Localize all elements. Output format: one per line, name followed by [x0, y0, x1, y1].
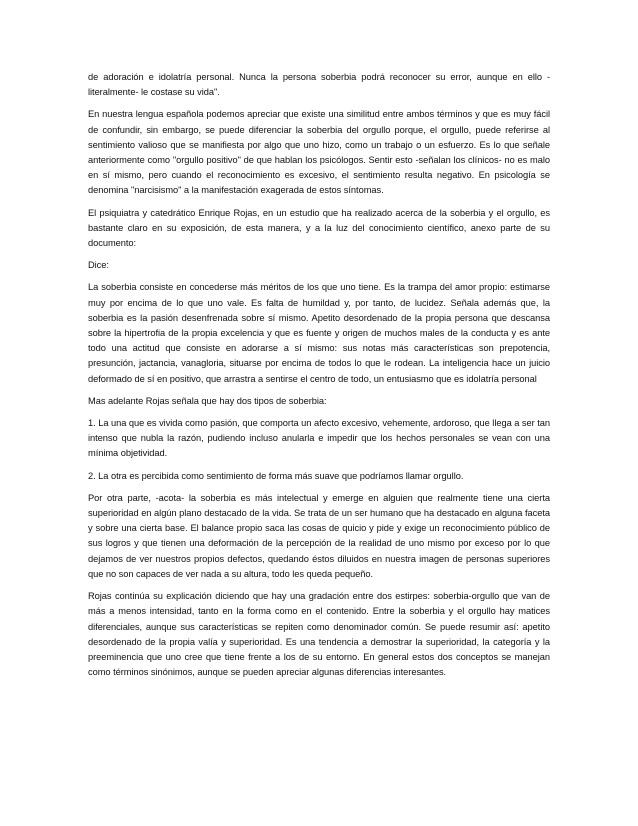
paragraph-3: El psiquiatra y catedrático Enrique Rojas, en un estudio que ha realizado acerca de la soberbia y el orgullo, es bastante claro en su exposición, de esta manera, y a la luz del conocimiento científico, anexo parte de su documento:: [88, 207, 550, 249]
paragraph-9: Por otra parte, -acota- la soberbia es más intelectual y emerge en alguien que realmente tiene una cierta superioridad en algún plano destacado de la vida. Se trata de un ser humano que ha destacado en alguna faceta y sobre una cierta base. El balance propio saca las cosas de quicio y pide y exige un reconocimiento público de sus logros y que tienen una deformación de la percepción de la realidad de uno mismo por exceso por lo que dejamos de ver nuestros propios defectos, quedando éstos diluidos en nuestra imagen de personas superiores que no son capaces de ver nada a su altura, todo les queda pequeño.: [88, 492, 550, 579]
paragraph-1: de adoración e idolatría personal. Nunca la persona soberbia podrá reconocer su error, aunque en ello -literalmente- le costase su vida".: [88, 72, 550, 98]
paragraph-4: Dice:: [88, 260, 109, 271]
paragraph-5: La soberbia consiste en concederse más méritos de los que uno tiene. Es la trampa del amor propio: estimarse muy por encima de lo que uno vale. Es falta de humildad y, por tanto, de lucidez. Señala además que, la soberbia es la pasión desenfrenada sobre sí mismo. Apetito desordenado de la propia persona que descansa sobre la hipertrofia de la propia excelencia y que es fuente y origen de muchos males de la conducta y es ante todo una actitud que consiste en adorarse a sí mismo: sus notas más características son prepotencia, presunción, jactancia, vanagloria, situarse por encima de todos lo que le rodean. La inteligencia hace un juicio deformado de sí en positivo, que arrastra a sentirse el centro de todo, un entusiasmo que es idolatría personal: [88, 282, 550, 384]
paragraph-2: En nuestra lengua española podemos apreciar que existe una similitud entre ambos términos y que es muy fácil de confundir, sin embargo, se puede diferenciar la soberbia del orgullo porque, el orgullo, puede referirse al sentimiento valioso que se manifiesta por algo que uno hizo, como un trabajo o un esfuerzo. Es lo que señale anteriormente como "orgullo positivo" de que hablan los psicólogos. Sentir esto -señalan los clínicos- no es malo en sí mismo, pero cuando el reconocimiento es excesivo, el sentimiento resulta negativo. En psicología se denomina "narcisismo" a la manifestación exagerada de estos síntomas.: [88, 109, 550, 196]
paragraph-7: 1. La una que es vivida como pasión, que comporta un afecto excesivo, vehemente, ardoroso, que llega a ser tan intenso que nubla la razón, pudiendo incluso anularla e impedir que los hechos personales se vean con una mínima objetividad.: [88, 418, 550, 459]
paragraph-10: Rojas continúa su explicación diciendo que hay una gradación entre dos estirpes: soberbia-orgullo que van de más a menos intensidad, tanto en la forma como en el contenido. Entre la soberbia y el orgullo hay matices diferenciales, aunque sus características se repiten como denominador común. Se puede resumir así: apetito desordenado de la propia valía y superioridad. Es una tendencia a demostrar la superioridad, la categoría y la preeminencia que uno cree que tiene frente a los de su entorno. En general estos dos conceptos se manejan como términos sinónimos, aunque se pueden apreciar algunas diferencias interesantes.: [88, 591, 550, 678]
document-page: [88, 70, 550, 687]
paragraph-8: 2. La otra es percibida como sentimiento de forma más suave que podríamos llamar orgullo.: [88, 470, 464, 481]
paragraph-6: Mas adelante Rojas señala que hay dos tipos de soberbia:: [88, 395, 327, 406]
